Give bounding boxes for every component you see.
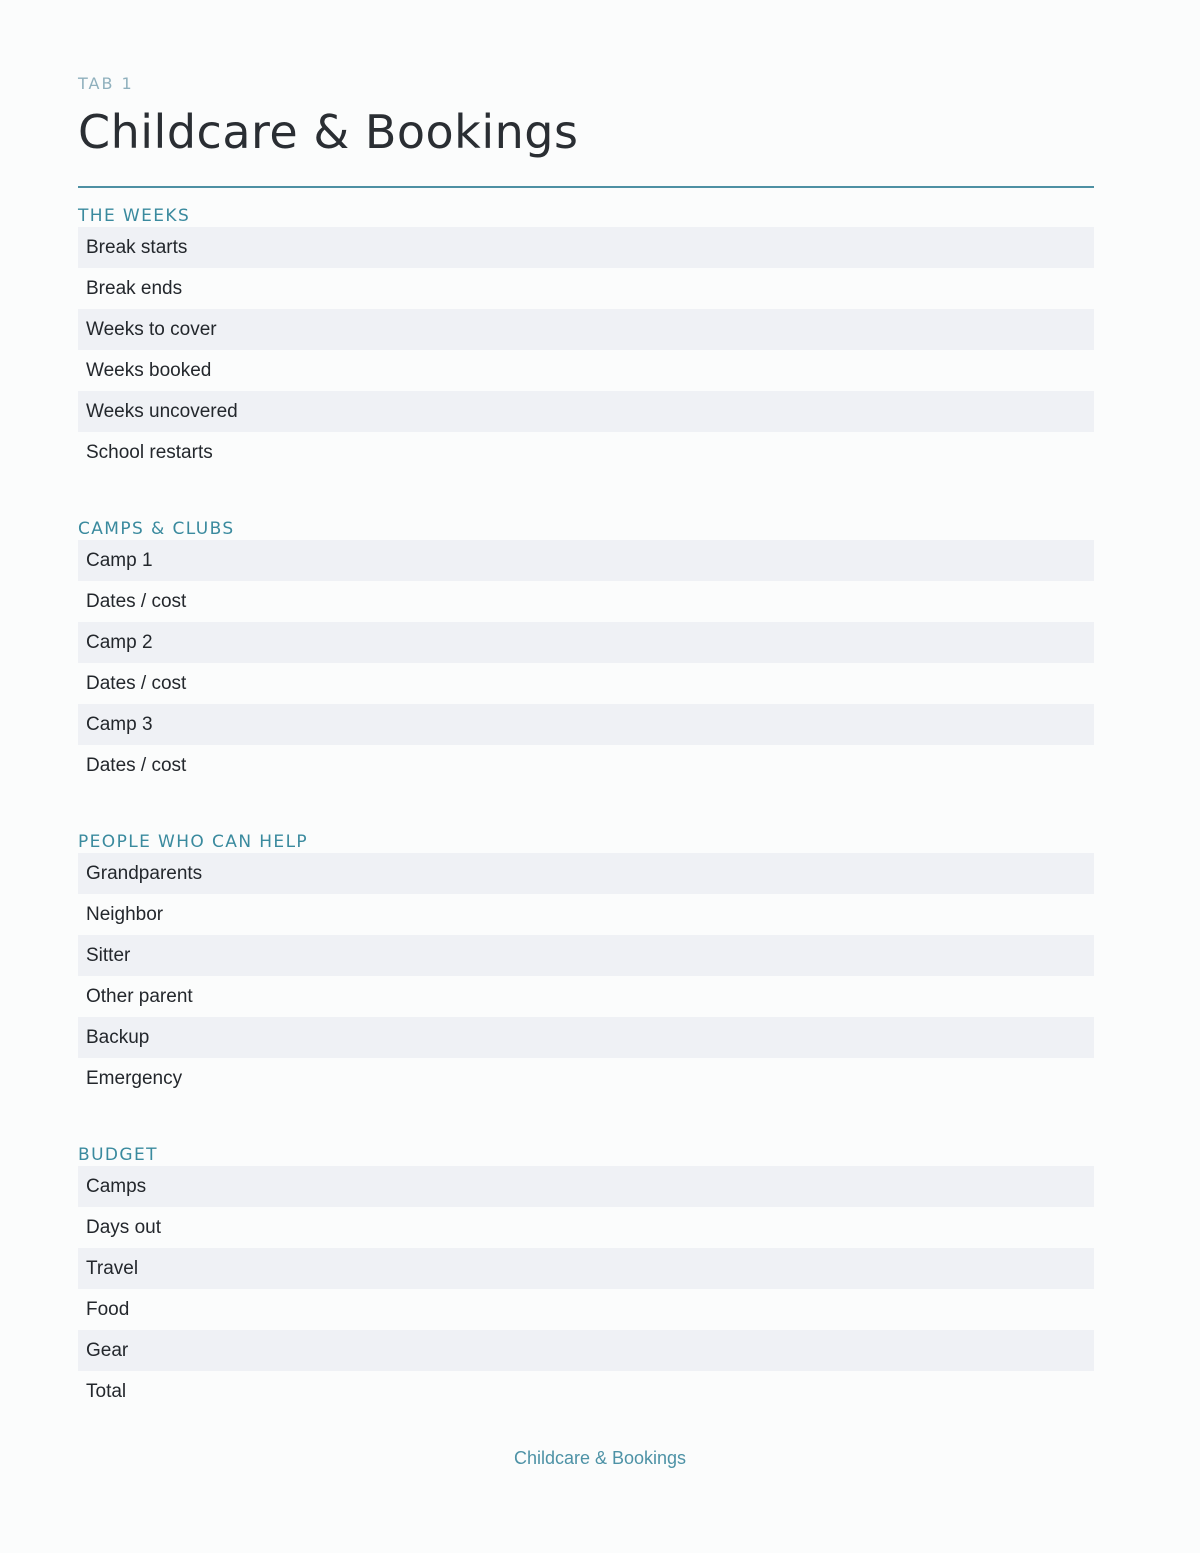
title-divider <box>78 186 1094 188</box>
row-weeks-uncovered: Weeks uncovered <box>78 391 1094 432</box>
row-gear: Gear <box>78 1330 1094 1371</box>
section-heading: CAMPS & CLUBS <box>78 519 235 539</box>
row-camp-2: Camp 2 <box>78 622 1094 663</box>
row-break-ends: Break ends <box>86 278 183 299</box>
section-heading: PEOPLE WHO CAN HELP <box>78 832 309 852</box>
row-grandparents: Grandparents <box>78 853 1094 894</box>
row-camps: Camps <box>78 1166 1094 1207</box>
row-school-restarts: School restarts <box>86 442 213 463</box>
row-camp-1: Camp 1 <box>78 540 1094 581</box>
row-weeks-booked: Weeks booked <box>86 360 212 381</box>
row-list <box>78 1166 1094 1412</box>
row-weeks-to-cover: Weeks to cover <box>78 309 1094 350</box>
row-food: Food <box>86 1299 130 1320</box>
page-footer: Childcare & Bookings <box>513 1448 687 1468</box>
row-other-parent: Other parent <box>86 986 193 1007</box>
page-title: Childcare & Bookings <box>78 105 579 159</box>
row-camp-3-dates-cost: Dates / cost <box>86 755 187 776</box>
row-list <box>78 853 1094 1099</box>
section-camps-clubs <box>78 519 1094 786</box>
row-sitter: Sitter <box>78 935 1094 976</box>
row-backup: Backup <box>78 1017 1094 1058</box>
row-list <box>78 540 1094 786</box>
row-travel: Travel <box>78 1248 1094 1289</box>
row-days-out: Days out <box>86 1217 161 1238</box>
row-emergency: Emergency <box>86 1068 183 1089</box>
row-total: Total <box>86 1381 127 1402</box>
row-break-starts: Break starts <box>78 227 1094 268</box>
row-neighbor: Neighbor <box>86 904 164 925</box>
page <box>78 72 1094 1412</box>
section-people-who-can-help <box>78 832 1094 1099</box>
row-camp-2-dates-cost: Dates / cost <box>86 673 187 694</box>
section-the-weeks <box>78 206 1094 473</box>
row-camp-3: Camp 3 <box>78 704 1094 745</box>
section-heading: THE WEEKS <box>78 206 191 226</box>
row-camp-1-dates-cost: Dates / cost <box>86 591 187 612</box>
section-heading: BUDGET <box>78 1145 158 1165</box>
row-list <box>78 227 1094 473</box>
tab-label: TAB 1 <box>78 74 134 93</box>
section-budget <box>78 1145 1094 1412</box>
